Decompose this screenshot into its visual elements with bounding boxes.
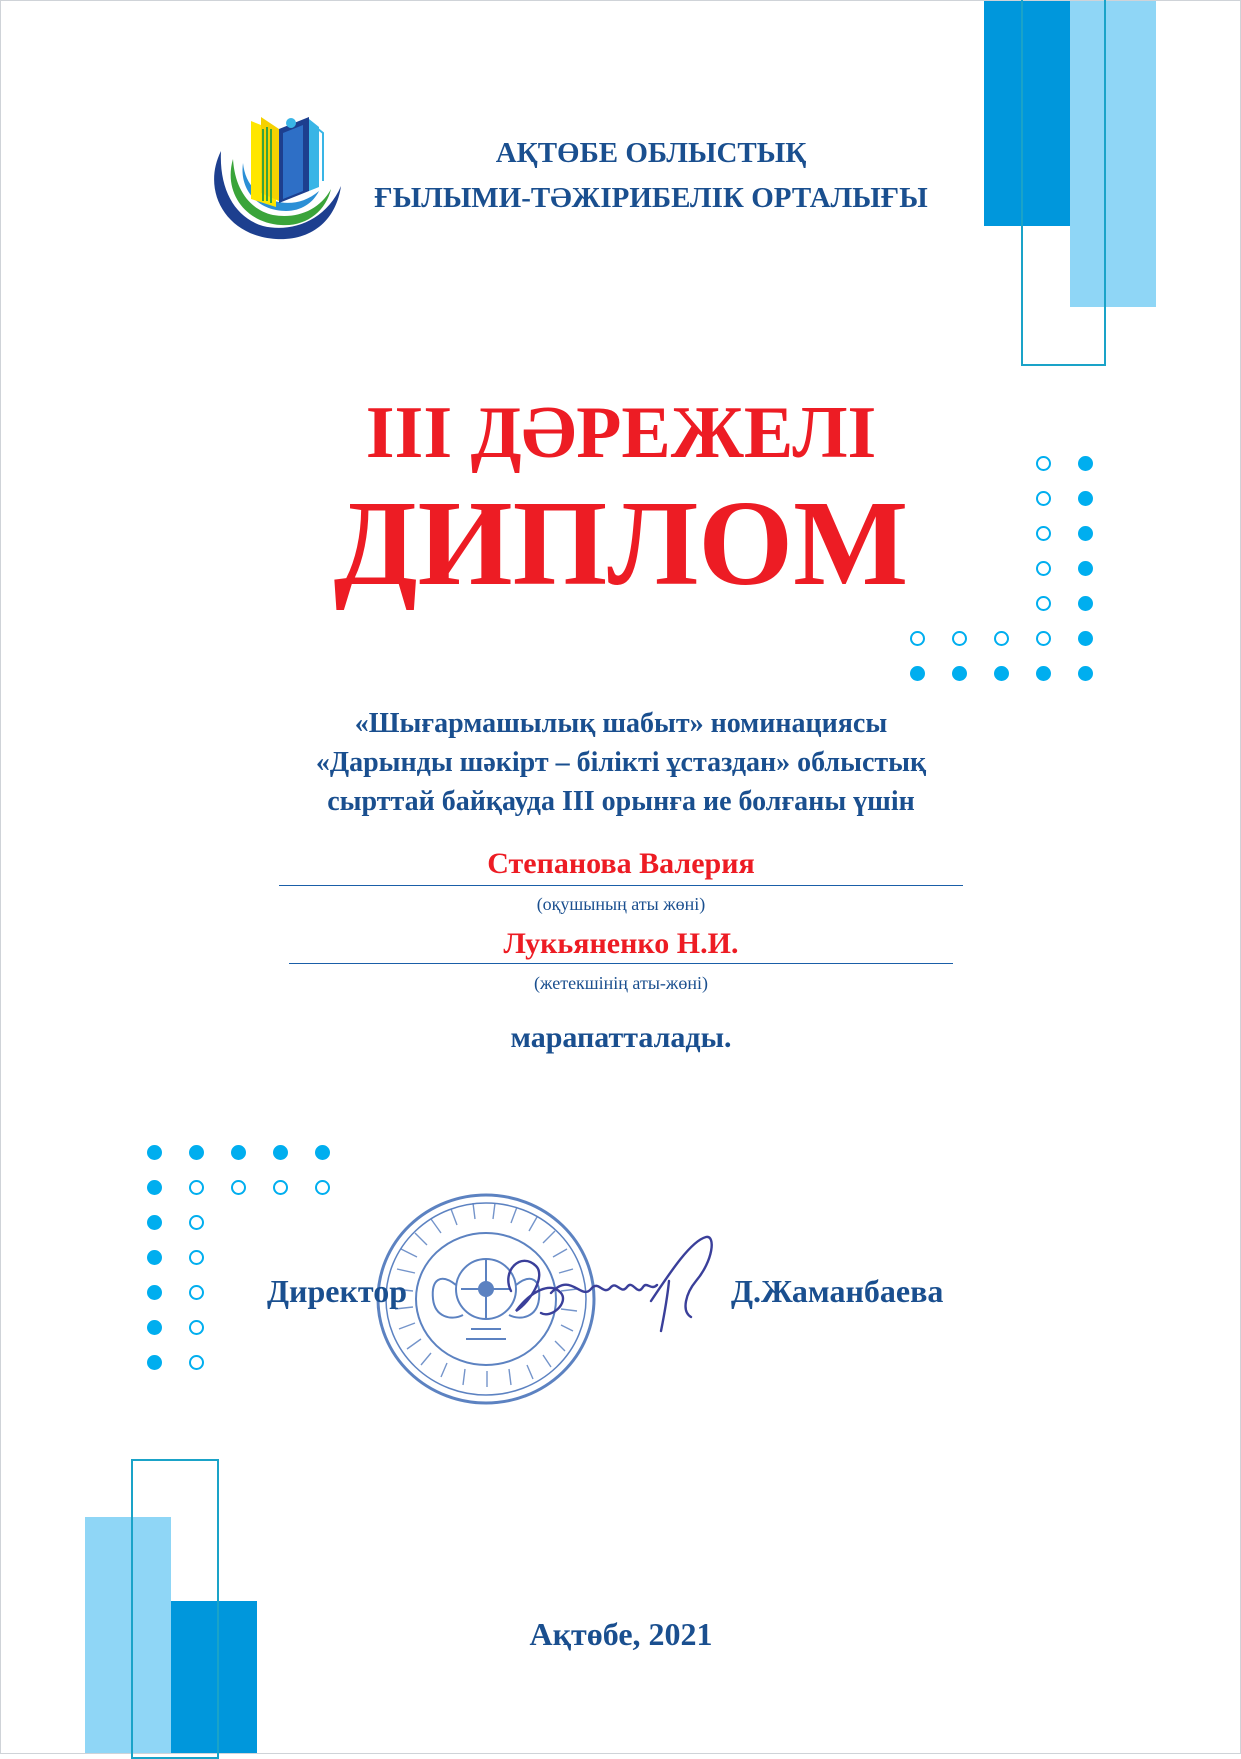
student-name: Степанова Валерия	[487, 847, 755, 880]
book-logo	[201, 111, 346, 246]
ring-dot	[273, 1180, 288, 1195]
ring-dot	[189, 1215, 204, 1230]
filled-dot	[1078, 491, 1093, 506]
ring-dot	[1036, 561, 1051, 576]
city-year: Ақтөбе, 2021	[529, 1616, 713, 1652]
ring-dot	[994, 631, 1009, 646]
ring-dot	[189, 1320, 204, 1335]
org-name-line2: ҒЫЛЫМИ-ТӘЖІРИБЕЛІК ОРТАЛЫҒЫ	[374, 182, 928, 214]
filled-dot	[147, 1180, 162, 1195]
description-line2: «Дарынды шәкірт – білікті ұстаздан» облыстық	[315, 747, 927, 778]
filled-dot	[189, 1145, 204, 1160]
filled-dot	[1078, 526, 1093, 541]
filled-dot	[1036, 666, 1051, 681]
teacher-caption: (жетекшінің аты-жөні)	[534, 973, 708, 993]
director-name: Д.Жаманбаева	[731, 1273, 944, 1309]
ring-dot	[189, 1250, 204, 1265]
ring-dot	[315, 1180, 330, 1195]
award-description	[181, 704, 1061, 821]
filled-dot	[1078, 596, 1093, 611]
ring-dot	[189, 1285, 204, 1300]
filled-dot	[231, 1145, 246, 1160]
student-caption: (оқушының аты жөні)	[536, 894, 706, 914]
filled-dot	[147, 1355, 162, 1370]
top-right-outline-block	[1021, 0, 1106, 366]
filled-dot	[994, 666, 1009, 681]
ring-dot	[1036, 526, 1051, 541]
description-line1: «Шығармашылық шабыт» номинациясы	[354, 708, 888, 739]
bottom-left-outline-block	[131, 1459, 219, 1759]
filled-dot	[147, 1320, 162, 1335]
degree-title: III ДӘРЕЖЕЛІ	[365, 392, 877, 474]
teacher-name: Лукьяненко Н.И.	[503, 927, 739, 960]
org-name	[341, 131, 961, 221]
filled-dot	[147, 1285, 162, 1300]
description-line3: сырттай байқауда III орынға ие болғаны үшін	[327, 786, 915, 817]
filled-dot	[273, 1145, 288, 1160]
filled-dot	[147, 1145, 162, 1160]
ring-dot	[1036, 631, 1051, 646]
ring-dot	[910, 631, 925, 646]
ring-dot	[1036, 491, 1051, 506]
director-label: Директор	[267, 1273, 407, 1309]
filled-dot	[910, 666, 925, 681]
filled-dot	[1078, 666, 1093, 681]
org-name-line1: АҚТӨБЕ ОБЛЫСТЫҚ	[495, 137, 807, 169]
filled-dot	[147, 1215, 162, 1230]
student-name-underline	[279, 885, 963, 886]
filled-dot	[1078, 561, 1093, 576]
teacher-name-underline	[289, 963, 953, 964]
filled-dot	[952, 666, 967, 681]
filled-dot	[1078, 631, 1093, 646]
ring-dot	[231, 1180, 246, 1195]
filled-dot	[147, 1250, 162, 1265]
ring-dot	[189, 1355, 204, 1370]
ring-dot	[1036, 456, 1051, 471]
ring-dot	[952, 631, 967, 646]
filled-dot	[1078, 456, 1093, 471]
handwritten-signature	[491, 1231, 731, 1351]
ring-dot	[189, 1180, 204, 1195]
filled-dot	[315, 1145, 330, 1160]
diploma-title: ДИПЛОМ	[333, 476, 909, 611]
award-verb: марапатталады.	[510, 1021, 732, 1054]
ring-dot	[1036, 596, 1051, 611]
